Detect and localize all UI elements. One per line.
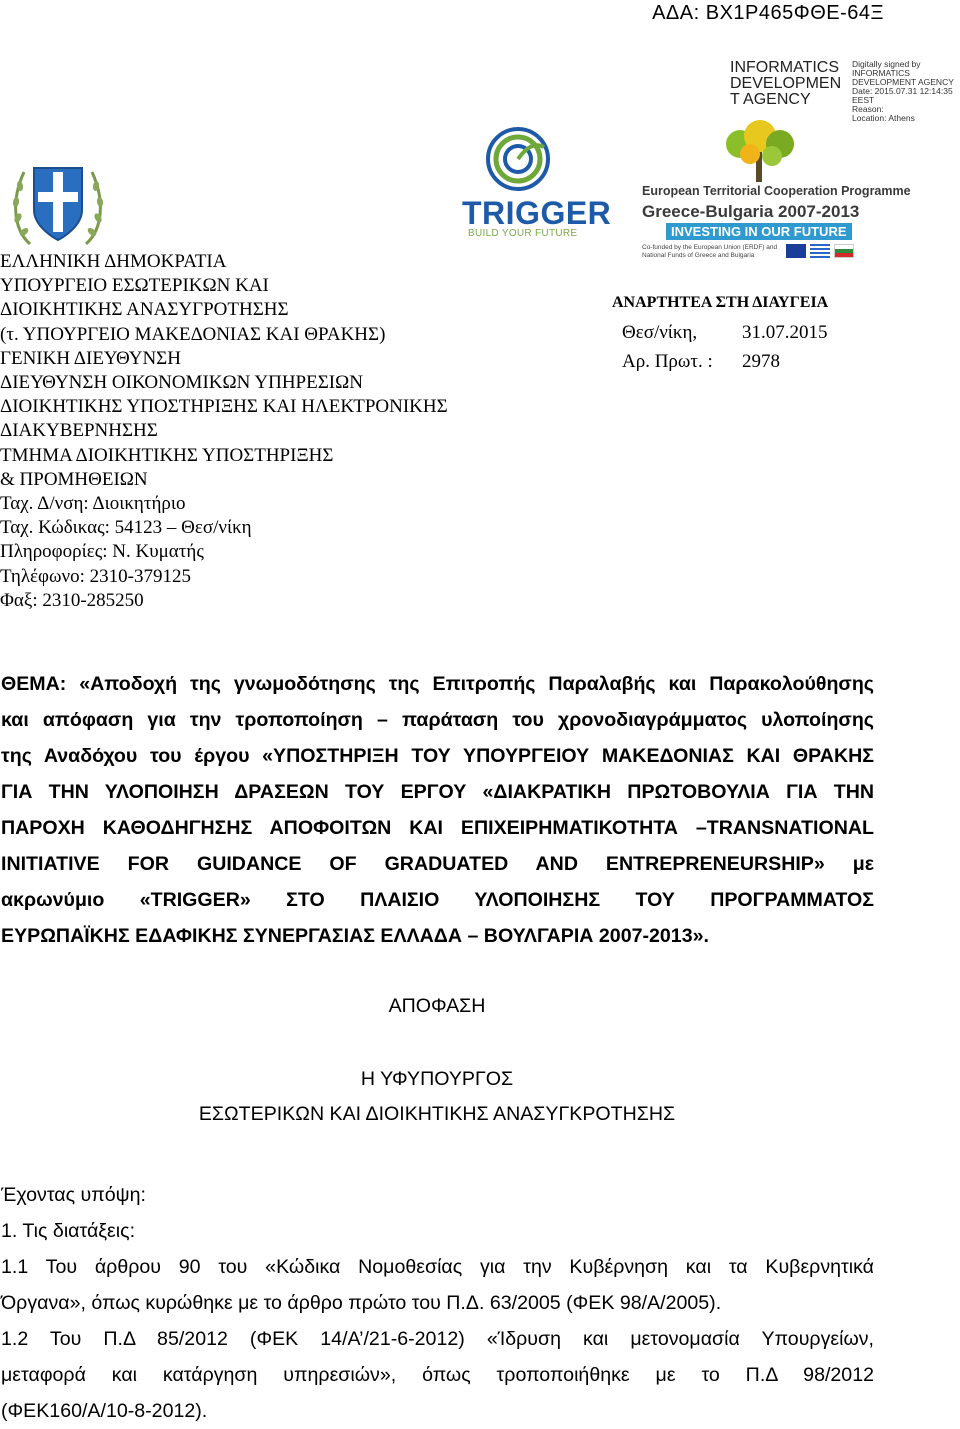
trigger-emblem-icon: [458, 125, 588, 197]
greece-flag-icon: [810, 244, 830, 258]
sender-block: [0, 250, 448, 613]
protocol-number: 2978: [742, 351, 780, 372]
ada-code: ΑΔΑ: ΒΧ1Ρ465ΦΘΕ-64Ξ: [652, 2, 884, 24]
sender-line: ΕΛΛΗΝΙΚΗ ΔΗΜΟΚΡΑΤΙΑ: [0, 251, 227, 272]
publication-title: ΑΝΑΡΤΗΤΕΑ ΣΤΗ ΔΙΑΥΓΕΙΑ: [612, 294, 829, 311]
subject-line: INITIATIVE FOR GUIDANCE OF GRADUATED AND ENTREPRENEURSHIP» με: [1, 853, 874, 875]
eu-flag-icon: [786, 244, 806, 258]
programme-region: Greece-Bulgaria 2007-2013: [642, 202, 860, 221]
sender-line: & ΠΡΟΜΗΘΕΙΩΝ: [0, 468, 148, 490]
trigger-logo: [458, 125, 612, 243]
signature-detail-line: DEVELOPMENT AGENCY: [852, 77, 954, 87]
sender-line: ΔΙΑΚΥΒΕΡΝΗΣΗΣ: [0, 420, 158, 442]
body-line: 1. Τις διατάξεις:: [1, 1220, 136, 1242]
body-line: (ΦΕΚ160/Α/10-8-2012).: [1, 1400, 208, 1422]
subject-line: ΘΕΜΑ: «Αποδοχή της γνωμοδότησης της Επιτροπής Παραλαβής και Παρακολούθησης: [1, 673, 874, 695]
body-line: Όργανα», όπως κυρώθηκε με το άρθρο πρώτο του Π.Δ. 63/2005 (ΦΕΚ 98/Α/2005).: [1, 1292, 722, 1314]
body-line: 1.2 Του Π.Δ 85/2012 (ΦΕΚ 14/Α’/21-6-2012) «Ίδρυση και μετονομασία Υπουργείων,: [1, 1328, 874, 1350]
programme-slogan: INVESTING IN OUR FUTURE: [666, 223, 852, 240]
subject-line: ακρωνύμιο «TRIGGER» ΣΤΟ ΠΛΑΙΣΙΟ ΥΛΟΠΟΙΗΣΗΣ ΤΟΥ ΠΡΟΓΡΑΜΜΑΤΟΣ: [1, 889, 874, 911]
greek-coat-of-arms-icon: [10, 158, 106, 252]
subject-line: ΠΑΡΟΧΗ ΚΑΘΟΔΗΓΗΣΗΣ ΑΠΟΦΟΙΤΩΝ ΚΑΙ ΕΠΙΧΕΙΡΗΜΑΤΙΚΟΤΗΤΑ –TRANSNATIONAL: [1, 817, 874, 839]
sender-line: ΥΠΟΥΡΓΕΙΟ ΕΣΩΤΕΡΙΚΩΝ ΚΑΙ: [0, 275, 269, 297]
body-line: Έχοντας υπόψη:: [1, 1184, 146, 1206]
programme-logo: [640, 120, 911, 268]
signature-detail-line: Date: 2015.07.31 12:14:35: [852, 86, 953, 96]
sender-line: ΔΙΟΙΚΗΤΙΚΗΣ ΥΠΟΣΤΗΡΙΞΗΣ ΚΑΙ ΗΛΕΚΤΡΟΝΙΚΗΣ: [0, 396, 448, 418]
programme-name: European Territorial Cooperation Programme: [642, 184, 911, 198]
signature-org-line: T AGENCY: [730, 91, 811, 108]
subject-line: και απόφαση για την τροποποίηση – παράταση του χρονοδιαγράμματος υλοποίησης: [1, 709, 874, 731]
signature-details: [852, 60, 960, 123]
signature-org-line: DEVELOPMEN: [730, 75, 842, 92]
signature-organization: [730, 60, 848, 108]
document-date: 31.07.2015: [742, 322, 828, 343]
body-line: μεταφορά και κατάργηση υπηρεσιών», όπως τροποποιήθηκε με το Π.Δ 98/2012: [1, 1364, 874, 1386]
sender-line: Ταχ. Δ/νση: Διοικητήριο: [0, 493, 186, 515]
sender-line: (τ. ΥΠΟΥΡΓΕΙΟ ΜΑΚΕΔΟΝΙΑΣ ΚΑΙ ΘΡΑΚΗΣ): [0, 323, 386, 345]
official-ministry: ΕΣΩΤΕΡΙΚΩΝ ΚΑΙ ΔΙΟΙΚΗΤΙΚΗΣ ΑΝΑΣΥΓΚΡΟΤΗΣΗΣ: [198, 1103, 676, 1125]
sender-line: ΔΙΕΥΘΥΝΣΗ ΟΙΚΟΝΟΜΙΚΩΝ ΥΠΗΡΕΣΙΩΝ: [0, 372, 363, 394]
cofunding-note: Co-funded by the European Union (ERDF) and National Funds of Greece and Bulgaria: [642, 244, 778, 259]
protocol-label: Αρ. Πρωτ. :: [622, 351, 713, 372]
considerations-body: [1, 1177, 874, 1429]
body-line: 1.1 Του άρθρου 90 του «Κώδικα Νομοθεσίας για την Κυβέρνηση και τα Κυβερνητικά: [1, 1256, 874, 1278]
signature-detail-line: Reason:: [852, 104, 884, 114]
trigger-tagline: BUILD YOUR FUTURE: [468, 228, 578, 239]
document-city: Θεσ/νίκη,: [622, 322, 698, 343]
signature-detail-line: Digitally signed by: [852, 59, 921, 69]
subject-line: ΓΙΑ ΤΗΝ ΥΛΟΠΟΙΗΣΗ ΔΡΑΣΕΩΝ ΤΟΥ ΕΡΓΟΥ «ΔΙΑΚΡΑΤΙΚΗ ΠΡΩΤΟΒΟΥΛΙΑ ΓΙΑ ΤΗΝ: [1, 781, 874, 803]
sender-line: Τηλέφωνο: 2310-379125: [0, 565, 191, 587]
sender-line: Πληροφορίες: Ν. Κυματής: [0, 541, 204, 563]
subject-paragraph: [1, 666, 874, 954]
sender-line: ΓΕΝΙΚΗ ΔΙΕΥΘΥΝΣΗ: [0, 347, 181, 369]
decision-heading: ΑΠΟΦΑΣΗ: [388, 995, 486, 1017]
official-title: Η ΥΦΥΠΟΥΡΓΟΣ: [360, 1068, 514, 1090]
sender-line: Φαξ: 2310-285250: [0, 589, 144, 611]
tree-icon: [700, 120, 820, 182]
bulgaria-flag-icon: [834, 244, 854, 258]
sender-line: ΔΙΟΙΚΗΤΙΚΗΣ ΑΝΑΣΥΓΡΟΤΗΣΗΣ: [0, 299, 289, 321]
publication-block: [612, 294, 829, 372]
sender-line: ΤΜΗΜΑ ΔΙΟΙΚΗΤΙΚΗΣ ΥΠΟΣΤΗΡΙΞΗΣ: [0, 444, 334, 466]
subject-line: της Αναδόχου του έργου «ΥΠΟΣΤΗΡΙΞΗ ΤΟΥ ΥΠΟΥΡΓΕΙΟΥ ΜΑΚΕΔΟΝΙΑΣ ΚΑΙ ΘΡΑΚΗΣ: [1, 745, 874, 767]
subject-line: ΕΥΡΩΠΑΪΚΗΣ ΕΔΑΦΙΚΗΣ ΣΥΝΕΡΓΑΣΙΑΣ ΕΛΛΑΔΑ – ΒΟΥΛΓΑΡΙΑ 2007-2013».: [1, 925, 709, 947]
trigger-wordmark: TRIGGER: [462, 195, 612, 231]
signature-detail-line: Location: Athens: [852, 113, 915, 123]
signature-detail-line: INFORMATICS: [852, 68, 910, 78]
signature-org-line: INFORMATICS: [730, 59, 840, 76]
sender-line: Ταχ. Κώδικας: 54123 – Θεσ/νίκη: [0, 517, 252, 539]
signature-detail-line: EEST: [852, 95, 875, 105]
